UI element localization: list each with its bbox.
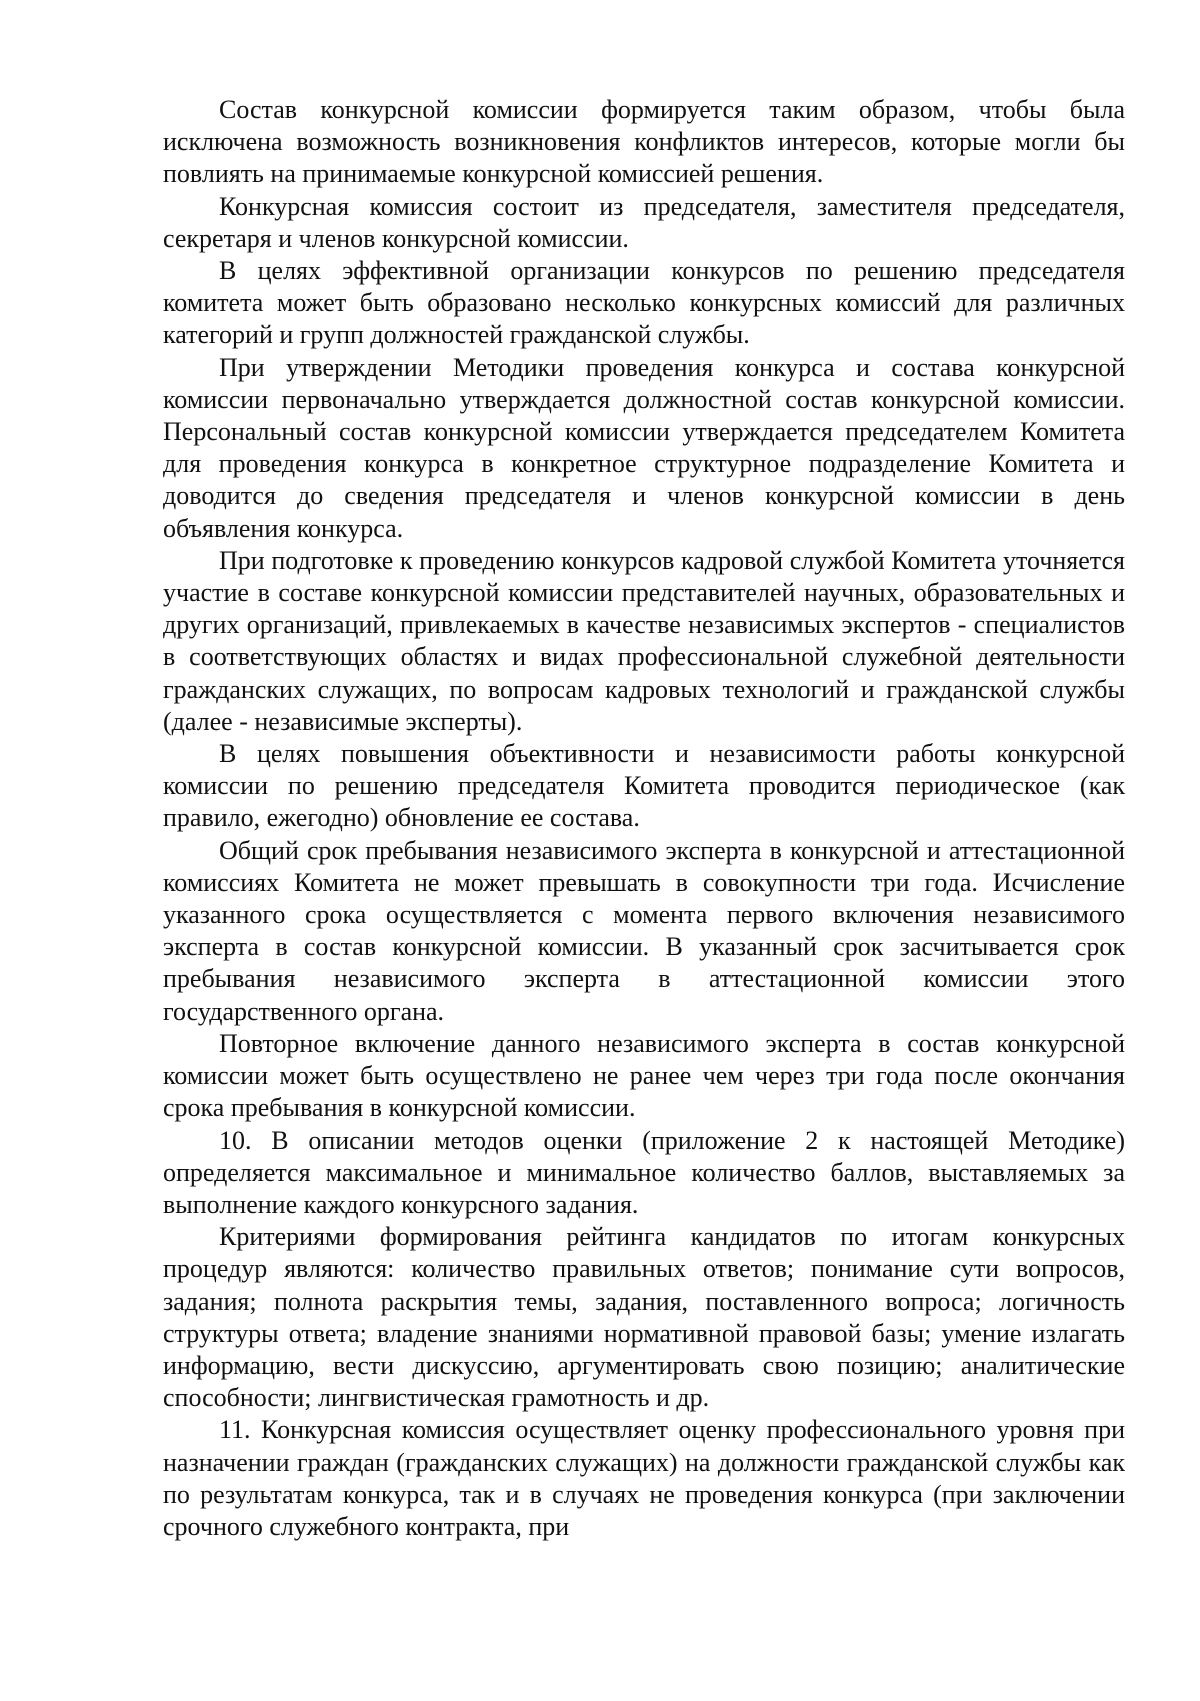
paragraph-methodology-approval: При утверждении Методики проведения конкурса и состава конкурсной комиссии первоначально утверждается должностной состав конкурсной комиссии. Персональный состав конкурсной комиссии утверждается председателем Комитета для проведения конкурса в конкретное структурное подразделение Комитета и доводится до сведения председателя и членов конкурсной комиссии в день объявления конкурса. (163, 352, 1125, 543)
paragraph-commission-composition: Состав конкурсной комиссии формируется таким образом, чтобы была исключена возможность возникновения конфликтов интересов, которые могли бы повлиять на принимаемые конкурсной комиссией решения. (163, 95, 1125, 189)
paragraph-independent-experts: При подготовке к проведению конкурсов кадровой службой Комитета уточняется участие в составе конкурсной комиссии представителей научных, образовательных и других организаций, привлекаемых в качестве независимых экспертов - специалистов в соответствующих областях и видах профессиональной служебной деятельности гражданских служащих, по вопросам кадровых технологий и гражданской службы (далее - независимые эксперты). (163, 545, 1125, 736)
paragraph-repeat-inclusion: Повторное включение данного независимого эксперта в состав конкурсной комиссии может быть осуществлено не ранее чем через три года после окончания срока пребывания в конкурсной комиссии. (163, 1028, 1125, 1123)
paragraph-commission-renewal: В целях повышения объективности и независимости работы конкурсной комиссии по решению председателя Комитета проводится периодическое (как правило, ежегодно) обновление ее состава. (163, 739, 1125, 833)
paragraph-commission-members: Конкурсная комиссия состоит из председателя, заместителя председателя, секретаря и членов конкурсной комиссии. (163, 191, 1125, 253)
document-body (163, 94, 1125, 1543)
paragraph-item-10-scoring: 10. В описании методов оценки (приложение 2 к настоящей Методике) определяется максимальное и минимальное количество баллов, выставляемых за выполнение каждого конкурсного задания. (163, 1125, 1125, 1219)
paragraph-rating-criteria: Критериями формирования рейтинга кандидатов по итогам конкурсных процедур являются: количество правильных ответов; понимание сути вопросов, задания; полнота раскрытия темы, задания, поставленного вопроса; логичность структуры ответа; владение знаниями нормативной правовой базы; умение излагать информацию, вести дискуссию, аргументировать свою позицию; аналитические способности; лингвистическая грамотность и др. (163, 1222, 1125, 1413)
paragraph-expert-term: Общий срок пребывания независимого эксперта в конкурсной и аттестационной комиссиях Комитета не может превышать в совокупности три года. Исчисление указанного срока осуществляется с момента первого включения независимого эксперта в состав конкурсной комиссии. В указанный срок засчитывается срок пребывания независимого эксперта в аттестационной комиссии этого государственного органа. (163, 835, 1125, 1026)
paragraph-multiple-commissions: В целях эффективной организации конкурсов по решению председателя комитета может быть образовано несколько конкурсных комиссий для различных категорий и групп должностей гражданской службы. (163, 256, 1125, 350)
paragraph-item-11-assessment: 11. Конкурсная комиссия осуществляет оценку профессионального уровня при назначении граждан (гражданских служащих) на должности гражданской службы как по результатам конкурса, так и в случаях не проведения конкурса (при заключении срочного служебного контракта, при (163, 1415, 1125, 1541)
